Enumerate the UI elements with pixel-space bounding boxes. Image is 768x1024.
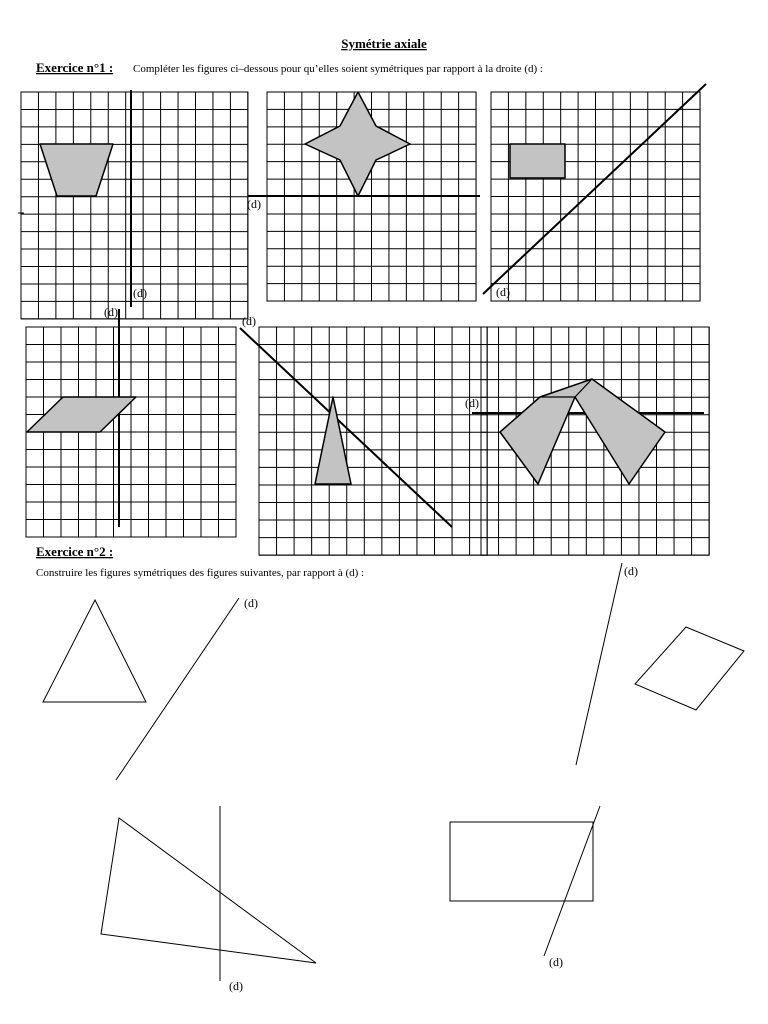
square-grid-5 [259, 327, 487, 555]
composite-shape [500, 379, 665, 484]
exercise2-heading: Exercice n°2 : [36, 544, 114, 559]
exercise2-figures [43, 563, 744, 993]
ex2-axis-label-4: (d) [549, 955, 563, 969]
ex2-parallelogram [635, 627, 744, 710]
triangle-shape [315, 397, 351, 484]
ex2-axis-label-1: (d) [244, 596, 258, 610]
ex2-rectangle [450, 822, 593, 901]
exercise1-axis-labels [104, 197, 510, 410]
square-grid-1 [21, 92, 248, 319]
star-shape [305, 92, 410, 196]
page-title: Symétrie axiale [341, 36, 427, 51]
axis-label-4: (d) [104, 305, 118, 319]
ex2-triangle [43, 600, 146, 702]
axis-line-3 [483, 84, 706, 294]
ex2-axis-2 [576, 563, 622, 765]
axis-line-5 [240, 328, 452, 527]
exercise1-instruction: Compléter les figures ci–dessous pour qu’elles soient symétriques par rapport à la droite (d) : [133, 63, 543, 75]
ex2-axis-label-2: (d) [624, 564, 638, 578]
square-grid-3 [491, 92, 700, 301]
ex2-axis-label-3: (d) [229, 979, 243, 993]
axis-label-3: (d) [496, 285, 510, 299]
trapezoid-shape [40, 144, 113, 196]
axis-label-5: (d) [242, 314, 256, 328]
axis-label-2: (d) [247, 197, 261, 211]
axis-label-1: (d) [133, 286, 147, 300]
rectangle-shape [510, 144, 565, 178]
ex2-axis-4 [544, 806, 600, 956]
exercise1-shapes [27, 92, 665, 484]
ex2-axis-1 [116, 598, 239, 780]
ex2-right-triangle [101, 818, 316, 963]
axis-label-6: (d) [465, 396, 479, 410]
exercise1-heading: Exercice n°1 : [36, 60, 114, 75]
exercise2-instruction: Construire les figures symétriques des figures suivantes, par rapport à (d) : [36, 567, 365, 579]
